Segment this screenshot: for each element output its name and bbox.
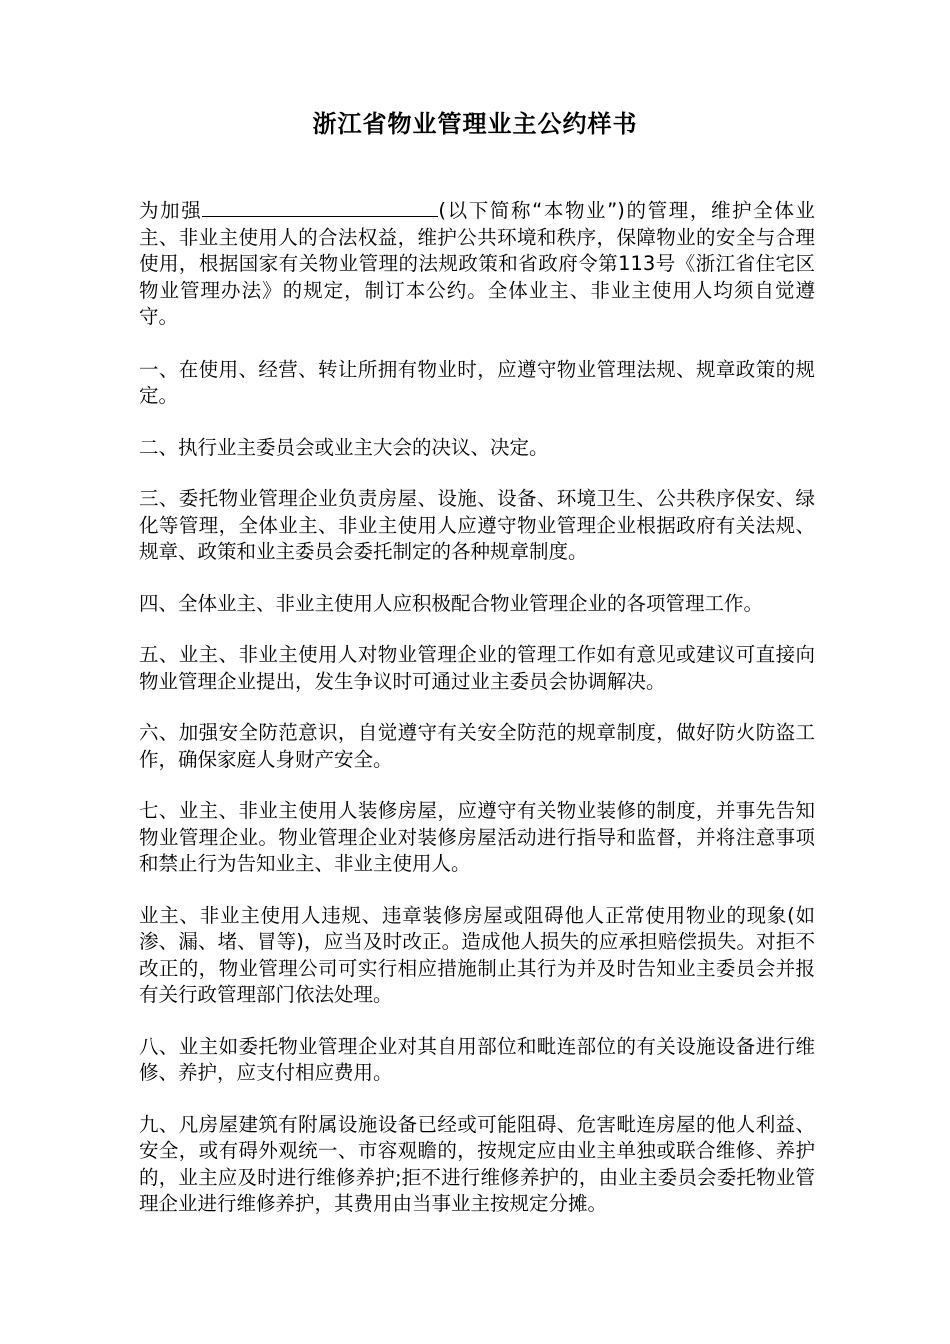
intro-paragraph: [139, 198, 815, 331]
clause-1: 一、在使用、经营、转让所拥有物业时，应遵守物业管理法规、规章政策的规定。: [139, 357, 815, 407]
clause-8: 八、业主如委托物业管理企业对其自用部位和毗连部位的有关设施设备进行维修、养护，应支付相应费用。: [139, 1034, 815, 1084]
clause-7-continued: 业主、非业主使用人违规、违章装修房屋或阻碍他人正常使用物业的现象(如渗、漏、堵、冒等)，应当及时改正。造成他人损失的应承担赔偿损失。对拒不改正的，物业管理公司可实行相应措施制止其行为并及时告知业主委员会并报有关行政管理部门依法处理。: [139, 903, 815, 1006]
document-title: 浙江省物业管理业主公约样书: [312, 110, 638, 138]
clause-4: 四、全体业主、非业主使用人应积极配合物业管理企业的各项管理工作。: [139, 591, 764, 615]
property-name-blank: [202, 198, 438, 217]
clause-3: 三、委托物业管理企业负责房屋、设施、设备、环境卫生、公共秩序保安、绿化等管理，全体业主、非业主使用人应遵守物业管理企业根据政府有关法规、规章、政策和业主委员会委托制定的各种规章制度。: [139, 487, 815, 563]
clause-5: 五、业主、非业主使用人对物业管理企业的管理工作如有意见或建议可直接向物业管理企业提出，发生争议时可通过业主委员会协调解决。: [139, 643, 815, 693]
clause-7: 七、业主、非业主使用人装修房屋，应遵守有关物业装修的制度，并事先告知物业管理企业。物业管理企业对装修房屋活动进行指导和监督，并将注意事项和禁止行为告知业主、非业主使用人。: [139, 799, 815, 875]
clause-6: 六、加强安全防范意识，自觉遵守有关安全防范的规章制度，做好防火防盗工作，确保家庭人身财产安全。: [139, 721, 815, 771]
clause-2: 二、执行业主委员会或业主大会的决议、决定。: [139, 435, 549, 459]
document-body: [139, 198, 815, 1243]
intro-suffix: (以下简称“本物业”)的管理，维护全体业主、非业主使用人的合法权益，维护公共环境和秩序，保障物业的安全与合理使用，根据国家有关物业管理的法规政策和省政府令第113号《浙江省住宅区物业管理办法》的规定，制订本公约。全体业主、非业主使用人均须自觉遵守。: [139, 199, 815, 328]
clause-9: 九、凡房屋建筑有附属设施设备已经或可能阻碍、危害毗连房屋的他人利益、安全，或有碍外观统一、市容观瞻的，按规定应由业主单独或联合维修、养护的，业主应及时进行维修养护;拒不进行维修养护的，由业主委员会委托物业管理企业进行维修养护，其费用由当事业主按规定分摊。: [139, 1112, 815, 1215]
intro-prefix: 为加强: [139, 199, 203, 222]
